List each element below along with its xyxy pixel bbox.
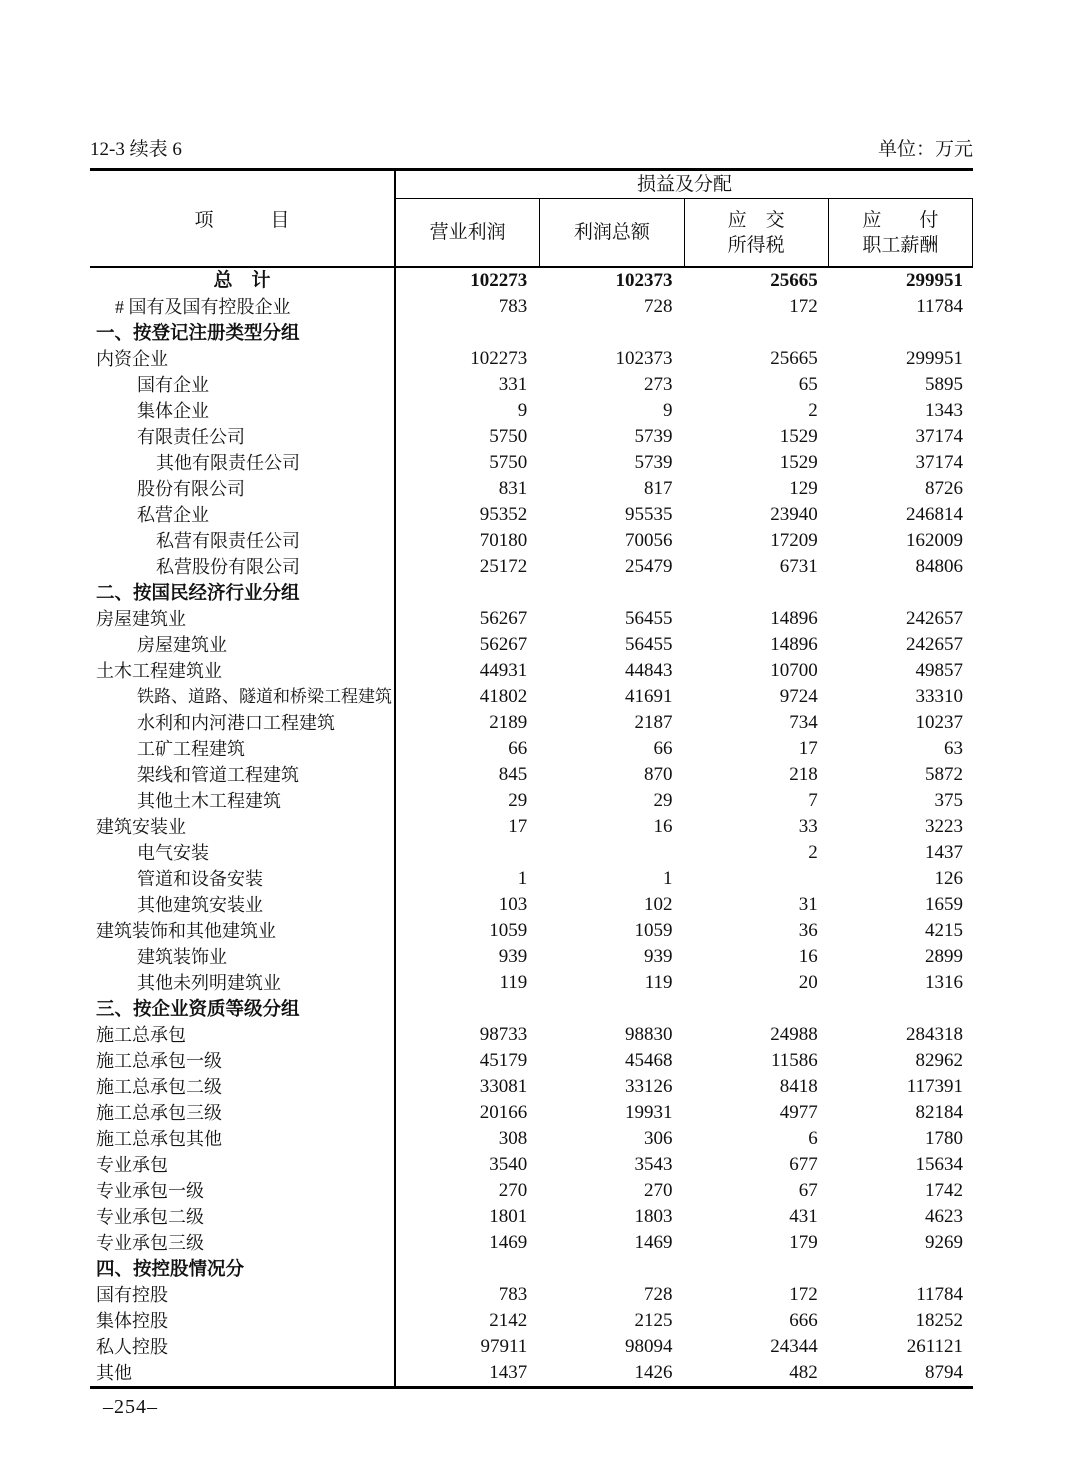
row-label: 内资企业 xyxy=(90,346,396,372)
cell-value: 97911 xyxy=(480,1336,528,1357)
cell-value: 16 xyxy=(653,816,673,837)
cell-value: 1 xyxy=(517,868,528,889)
row-label: 专业承包一级 xyxy=(90,1178,396,1204)
cell-value: 6 xyxy=(808,1128,818,1149)
cell-value: 3540 xyxy=(489,1154,528,1175)
cell-value: 33 xyxy=(798,816,818,837)
table-row xyxy=(90,996,973,1022)
cell-value: 4977 xyxy=(779,1102,818,1123)
cell-value: 10237 xyxy=(915,712,963,733)
table-row xyxy=(90,1048,973,1074)
cell-value xyxy=(541,1256,686,1282)
cell-value xyxy=(396,1256,541,1282)
cell-value: 375 xyxy=(934,790,963,811)
row-label: 三、按企业资质等级分组 xyxy=(90,996,396,1022)
cell-value: 1437 xyxy=(925,842,963,863)
cell-value: 242657 xyxy=(906,608,963,629)
cell-value: 37174 xyxy=(915,426,963,447)
cell-value: 17 xyxy=(508,816,528,837)
table-row xyxy=(90,944,973,970)
cell-value: 82184 xyxy=(915,1102,963,1123)
cell-value: 17 xyxy=(798,738,818,759)
row-label: 国有控股 xyxy=(90,1282,396,1308)
cell-value: 11586 xyxy=(770,1050,818,1071)
cell-value: 19931 xyxy=(625,1102,673,1123)
cell-value: 29 xyxy=(508,790,528,811)
cell-value: 2189 xyxy=(489,712,528,733)
row-label: 施工总承包 xyxy=(90,1022,396,1048)
cell-value: 1659 xyxy=(925,894,963,915)
cell-value: 2187 xyxy=(634,712,673,733)
cell-value: 70180 xyxy=(479,530,528,551)
table-row xyxy=(90,606,973,632)
table-row xyxy=(90,424,973,450)
row-label: # 国有及国有控股企业 xyxy=(90,294,396,320)
row-label: 股份有限公司 xyxy=(90,476,396,502)
cell-value: 84806 xyxy=(915,556,963,577)
table-row xyxy=(90,814,973,840)
cell-value: 102 xyxy=(644,894,673,915)
row-label: 建筑装饰和其他建筑业 xyxy=(90,918,396,944)
cell-value: 242657 xyxy=(906,634,963,655)
column-header: 利润总额 xyxy=(540,199,684,266)
table-row xyxy=(90,268,973,294)
column-header: 应 交 所得税 xyxy=(685,199,829,266)
cell-value xyxy=(832,996,973,1022)
cell-value: 25665 xyxy=(770,348,818,369)
row-label: 四、按控股情况分 xyxy=(90,1256,396,1282)
row-label: 私营企业 xyxy=(90,502,396,528)
cell-value: 102373 xyxy=(615,270,673,291)
cell-value: 1469 xyxy=(634,1232,673,1253)
table-row xyxy=(90,1126,973,1152)
cell-value: 45468 xyxy=(625,1050,673,1071)
cell-value: 6731 xyxy=(779,556,818,577)
cell-value: 102273 xyxy=(470,270,528,291)
row-label: 施工总承包二级 xyxy=(90,1074,396,1100)
cell-value: 5739 xyxy=(634,452,673,473)
row-label: 其他未列明建筑业 xyxy=(90,970,396,996)
row-label: 土木工程建筑业 xyxy=(90,658,396,684)
data-columns-header xyxy=(396,171,973,266)
table-row xyxy=(90,320,973,346)
row-label: 其他土木工程建筑 xyxy=(90,788,396,814)
cell-value: 25665 xyxy=(770,270,818,291)
row-label: 有限责任公司 xyxy=(90,424,396,450)
cell-value: 66 xyxy=(508,738,528,759)
cell-value: 117391 xyxy=(906,1076,963,1097)
cell-value: 44931 xyxy=(479,660,528,681)
page-footer xyxy=(103,1396,158,1419)
cell-value: 10700 xyxy=(770,660,818,681)
row-label: 其他建筑安装业 xyxy=(90,892,396,918)
cell-value: 817 xyxy=(644,478,673,499)
table-id: 12-3 续表 6 xyxy=(90,139,182,160)
cell-value: 14896 xyxy=(770,608,818,629)
cell-value: 5750 xyxy=(489,452,528,473)
cell-value xyxy=(832,1256,973,1282)
statistics-table xyxy=(90,168,973,1389)
row-label: 建筑装饰业 xyxy=(90,944,396,970)
cell-value: 33126 xyxy=(625,1076,673,1097)
row-label: 施工总承包其他 xyxy=(90,1126,396,1152)
cell-value: 1 xyxy=(663,868,673,889)
cell-value: 95535 xyxy=(625,504,673,525)
column-header: 营业利润 xyxy=(396,199,540,266)
unit-label: 单位：万元 xyxy=(877,139,973,160)
table-row xyxy=(90,1074,973,1100)
cell-value: 1803 xyxy=(634,1206,673,1227)
cell-value: 95352 xyxy=(479,504,528,525)
cell-value: 8418 xyxy=(779,1076,818,1097)
cell-value: 16 xyxy=(798,946,818,967)
table-row xyxy=(90,294,973,320)
table-row xyxy=(90,632,973,658)
cell-value: 218 xyxy=(789,764,818,785)
cell-value: 284318 xyxy=(906,1024,963,1045)
cell-value: 2899 xyxy=(925,946,963,967)
table-row xyxy=(90,684,973,710)
cell-value: 172 xyxy=(789,1284,818,1305)
row-label: 管道和设备安装 xyxy=(90,866,396,892)
cell-value: 308 xyxy=(498,1128,528,1149)
cell-value xyxy=(396,580,541,606)
cell-value: 783 xyxy=(498,296,528,317)
cell-value: 299951 xyxy=(906,270,963,291)
cell-value xyxy=(687,996,832,1022)
row-label: 国有企业 xyxy=(90,372,396,398)
cell-value: 11784 xyxy=(916,1284,963,1305)
table-row xyxy=(90,476,973,502)
cell-value: 119 xyxy=(644,972,673,993)
cell-value: 270 xyxy=(644,1180,673,1201)
cell-value: 5872 xyxy=(925,764,963,785)
cell-value xyxy=(832,580,973,606)
table-row xyxy=(90,1100,973,1126)
cell-value: 1426 xyxy=(634,1362,673,1383)
cell-value: 728 xyxy=(644,1284,673,1305)
cell-value: 2 xyxy=(808,842,818,863)
cell-value xyxy=(396,996,541,1022)
row-label: 集体企业 xyxy=(90,398,396,424)
cell-value: 65 xyxy=(798,374,818,395)
cell-value xyxy=(687,866,832,892)
cell-value: 2125 xyxy=(634,1310,673,1331)
cell-value: 1780 xyxy=(925,1128,963,1149)
row-label: 房屋建筑业 xyxy=(90,632,396,658)
row-label: 建筑安装业 xyxy=(90,814,396,840)
table-row xyxy=(90,892,973,918)
cell-value: 56455 xyxy=(625,608,673,629)
cell-value: 9724 xyxy=(779,686,818,707)
cell-value xyxy=(541,320,686,346)
table-row xyxy=(90,554,973,580)
row-label: 一、按登记注册类型分组 xyxy=(90,320,396,346)
table-row xyxy=(90,1230,973,1256)
row-label: 水利和内河港口工程建筑 xyxy=(90,710,396,736)
cell-value: 2142 xyxy=(489,1310,528,1331)
cell-value: 306 xyxy=(644,1128,673,1149)
table-row xyxy=(90,1022,973,1048)
table-row xyxy=(90,1152,973,1178)
cell-value: 179 xyxy=(789,1232,818,1253)
cell-value: 246814 xyxy=(906,504,963,525)
table-row xyxy=(90,736,973,762)
cell-value: 9 xyxy=(517,400,528,421)
row-label: 私人控股 xyxy=(90,1334,396,1360)
cell-value: 482 xyxy=(789,1362,818,1383)
cell-value: 98830 xyxy=(625,1024,673,1045)
table-row xyxy=(90,1334,973,1360)
cell-value: 56267 xyxy=(479,608,528,629)
cell-value: 1059 xyxy=(634,920,673,941)
cell-value: 939 xyxy=(498,946,528,967)
cell-value: 1801 xyxy=(489,1206,528,1227)
row-label: 电气安装 xyxy=(90,840,396,866)
cell-value: 1343 xyxy=(925,400,963,421)
cell-value: 9269 xyxy=(925,1232,963,1253)
page-topbar xyxy=(90,138,973,162)
cell-value: 41802 xyxy=(479,686,528,707)
cell-value: 3223 xyxy=(925,816,963,837)
table-row xyxy=(90,1360,973,1386)
cell-value: 5750 xyxy=(489,426,528,447)
row-label: 其他有限责任公司 xyxy=(90,450,396,476)
cell-value: 119 xyxy=(499,972,528,993)
column-headers-row xyxy=(396,199,973,266)
cell-value: 870 xyxy=(644,764,673,785)
cell-value: 56267 xyxy=(479,634,528,655)
table-row xyxy=(90,710,973,736)
cell-value: 831 xyxy=(498,478,528,499)
row-label: 施工总承包一级 xyxy=(90,1048,396,1074)
cell-value xyxy=(687,1256,832,1282)
cell-value xyxy=(687,320,832,346)
table-row xyxy=(90,840,973,866)
row-label: 施工总承包三级 xyxy=(90,1100,396,1126)
cell-value: 8726 xyxy=(925,478,963,499)
table-row xyxy=(90,528,973,554)
cell-value: 103 xyxy=(498,894,528,915)
cell-value: 98733 xyxy=(479,1024,528,1045)
cell-value: 63 xyxy=(944,738,963,759)
cell-value xyxy=(396,320,541,346)
cell-value: 49857 xyxy=(915,660,963,681)
cell-value: 24344 xyxy=(770,1336,818,1357)
cell-value: 1742 xyxy=(925,1180,963,1201)
row-label: 专业承包二级 xyxy=(90,1204,396,1230)
cell-value: 845 xyxy=(498,764,528,785)
cell-value: 129 xyxy=(789,478,818,499)
cell-value xyxy=(687,580,832,606)
table-body xyxy=(90,268,973,1386)
cell-value: 17209 xyxy=(770,530,818,551)
cell-value: 66 xyxy=(653,738,673,759)
cell-value: 33310 xyxy=(915,686,963,707)
cell-value: 18252 xyxy=(915,1310,963,1331)
row-label: 其他 xyxy=(90,1360,396,1386)
cell-value: 270 xyxy=(498,1180,528,1201)
item-column-header: 项 目 xyxy=(90,171,396,266)
cell-value: 11784 xyxy=(916,296,963,317)
cell-value: 162009 xyxy=(906,530,963,551)
cell-value: 677 xyxy=(789,1154,818,1175)
row-label: 铁路、道路、隧道和桥梁工程建筑 xyxy=(90,684,396,710)
cell-value: 7 xyxy=(808,790,818,811)
cell-value: 9 xyxy=(663,400,673,421)
cell-value: 1529 xyxy=(779,452,818,473)
page-number: –254– xyxy=(103,1396,158,1418)
cell-value: 14896 xyxy=(770,634,818,655)
cell-value: 783 xyxy=(498,1284,528,1305)
cell-value: 1059 xyxy=(489,920,528,941)
cell-value: 172 xyxy=(789,296,818,317)
row-label: 专业承包 xyxy=(90,1152,396,1178)
row-label: 架线和管道工程建筑 xyxy=(90,762,396,788)
cell-value: 98094 xyxy=(625,1336,673,1357)
cell-value: 728 xyxy=(644,296,673,317)
table-row xyxy=(90,580,973,606)
column-header: 应 付 职工薪酬 xyxy=(829,199,973,266)
table-row xyxy=(90,372,973,398)
table-row xyxy=(90,918,973,944)
cell-value: 666 xyxy=(789,1310,818,1331)
table-row xyxy=(90,762,973,788)
table-row xyxy=(90,658,973,684)
cell-value: 31 xyxy=(798,894,818,915)
cell-value: 25172 xyxy=(479,556,528,577)
table-row xyxy=(90,1308,973,1334)
cell-value: 67 xyxy=(798,1180,818,1201)
cell-value: 4623 xyxy=(925,1206,963,1227)
cell-value: 1529 xyxy=(779,426,818,447)
cell-value: 23940 xyxy=(770,504,818,525)
group-header: 损益及分配 xyxy=(396,171,973,199)
cell-value xyxy=(396,840,541,866)
cell-value xyxy=(541,996,686,1022)
cell-value: 24988 xyxy=(770,1024,818,1045)
cell-value: 1437 xyxy=(489,1362,528,1383)
cell-value: 939 xyxy=(644,946,673,967)
cell-value: 126 xyxy=(934,868,963,889)
row-label: 工矿工程建筑 xyxy=(90,736,396,762)
table-row xyxy=(90,970,973,996)
cell-value: 70056 xyxy=(625,530,673,551)
row-label: 私营股份有限公司 xyxy=(90,554,396,580)
table-row xyxy=(90,502,973,528)
cell-value: 37174 xyxy=(915,452,963,473)
cell-value: 20166 xyxy=(479,1102,528,1123)
row-label: 总 计 xyxy=(90,268,396,294)
cell-value: 5739 xyxy=(634,426,673,447)
row-label: 专业承包三级 xyxy=(90,1230,396,1256)
cell-value: 45179 xyxy=(479,1050,528,1071)
cell-value: 82962 xyxy=(915,1050,963,1071)
cell-value xyxy=(541,840,686,866)
table-row xyxy=(90,1282,973,1308)
table-row xyxy=(90,866,973,892)
row-label: 集体控股 xyxy=(90,1308,396,1334)
cell-value: 431 xyxy=(789,1206,818,1227)
table-row xyxy=(90,346,973,372)
row-label: 二、按国民经济行业分组 xyxy=(90,580,396,606)
cell-value: 8794 xyxy=(925,1362,963,1383)
cell-value: 102373 xyxy=(615,348,673,369)
cell-value: 273 xyxy=(644,374,673,395)
cell-value: 56455 xyxy=(625,634,673,655)
cell-value: 29 xyxy=(653,790,673,811)
cell-value: 15634 xyxy=(915,1154,963,1175)
cell-value: 5895 xyxy=(925,374,963,395)
cell-value: 261121 xyxy=(906,1336,963,1357)
table-row xyxy=(90,1204,973,1230)
cell-value: 1469 xyxy=(489,1232,528,1253)
cell-value: 1316 xyxy=(925,972,963,993)
cell-value: 4215 xyxy=(925,920,963,941)
table-row xyxy=(90,450,973,476)
cell-value: 25479 xyxy=(625,556,673,577)
cell-value: 36 xyxy=(798,920,818,941)
cell-value: 44843 xyxy=(625,660,673,681)
cell-value: 299951 xyxy=(906,348,963,369)
cell-value: 331 xyxy=(498,374,528,395)
cell-value: 20 xyxy=(798,972,818,993)
table-row xyxy=(90,788,973,814)
cell-value: 102273 xyxy=(470,348,528,369)
cell-value xyxy=(541,580,686,606)
row-label: 房屋建筑业 xyxy=(90,606,396,632)
cell-value: 33081 xyxy=(479,1076,528,1097)
cell-value: 3543 xyxy=(634,1154,673,1175)
cell-value: 734 xyxy=(789,712,818,733)
cell-value xyxy=(832,320,973,346)
cell-value: 2 xyxy=(808,400,818,421)
table-header xyxy=(90,171,973,268)
table-row xyxy=(90,1178,973,1204)
table-row xyxy=(90,398,973,424)
cell-value: 41691 xyxy=(625,686,673,707)
table-row xyxy=(90,1256,973,1282)
row-label: 私营有限责任公司 xyxy=(90,528,396,554)
